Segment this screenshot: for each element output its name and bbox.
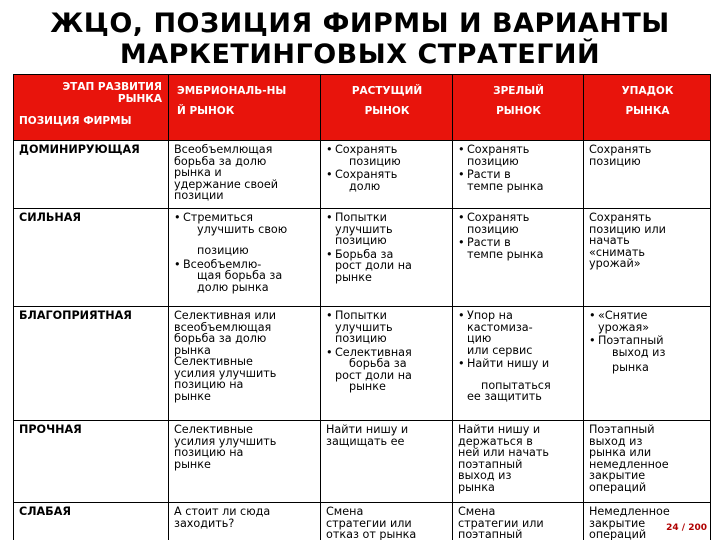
row-label-weak: СЛАБАЯ <box>14 503 169 540</box>
cell-line: закрытие <box>589 469 646 482</box>
cell-line: заходить? <box>174 516 235 530</box>
cell-line: Сохранять <box>589 143 652 156</box>
bullet-item <box>326 144 448 167</box>
cell-line: выход из <box>458 469 512 482</box>
cell-line: всеобъемлющая <box>174 320 272 334</box>
bullet-dot-icon: • <box>458 168 465 181</box>
cell-line: позицию <box>589 154 641 168</box>
bullet-item <box>458 212 579 235</box>
cell-line: Стремиться <box>183 211 254 224</box>
cell-line: Сохранять <box>467 211 530 224</box>
header-decline-line-2: РЫНКА <box>625 105 670 117</box>
cell-line: защищать ее <box>326 434 405 448</box>
cell-line: Попытки <box>335 309 387 322</box>
bullet-dot-icon: • <box>589 309 596 322</box>
cell-favorable-decline <box>584 307 711 421</box>
bullet-dot-icon: • <box>174 211 181 224</box>
cell-weak-growing <box>321 503 453 540</box>
bullet-dot-icon: • <box>589 334 596 347</box>
cell-line: «снимать <box>589 245 645 259</box>
bullet-dot-icon: • <box>458 211 465 224</box>
cell-line: долю <box>349 179 381 193</box>
cell-line: «Снятие <box>598 309 648 322</box>
line-gap <box>467 370 579 380</box>
cell-line: операций <box>589 480 647 494</box>
cell-line: рынке <box>335 270 372 284</box>
bullet-item <box>589 310 706 333</box>
cell-line: кастомиза- <box>467 320 533 334</box>
cell-line: удержание своей <box>174 177 279 191</box>
cell-strong-decline <box>584 209 711 307</box>
cell-line: урожая» <box>598 320 650 334</box>
cell-line: рынка <box>612 361 649 374</box>
header-embryonic-line-1: ЭМБРИОНАЛЬ-НЫ <box>177 85 287 97</box>
cell-line: Упор на <box>467 309 513 322</box>
cell-tenable-decline <box>584 421 711 503</box>
cell-tenable-mature <box>453 421 584 503</box>
cell-weak-embryonic <box>169 503 321 540</box>
cell-line: ее защитить <box>467 390 542 403</box>
cell-favorable-embryonic <box>169 307 321 421</box>
cell-line: Селективные <box>174 355 253 368</box>
cell-strong-growing <box>321 209 453 307</box>
bullet-dot-icon: • <box>458 143 465 156</box>
cell-line: или сервис <box>467 343 533 357</box>
cell-line: Поэтапный <box>589 423 655 436</box>
cell-line: цию <box>467 332 492 345</box>
slide-title <box>0 8 720 70</box>
cell-line: позицию <box>467 154 519 168</box>
bullet-dot-icon: • <box>326 168 333 181</box>
table-row-dominant <box>14 141 711 209</box>
cell-line: урожай» <box>589 257 641 270</box>
bullet-dot-icon: • <box>326 211 333 224</box>
bullet-item <box>326 347 448 393</box>
cell-strong-embryonic <box>169 209 321 307</box>
cell-line: Расти в <box>467 168 511 181</box>
header-embryonic-line-2: Й РЫНОК <box>177 105 235 117</box>
cell-line: улучшить свою <box>197 222 288 236</box>
cell-line: позицию <box>197 244 249 257</box>
cell-weak-mature <box>453 503 584 540</box>
cell-line: выход из <box>589 434 643 448</box>
cell-line: борьба за <box>349 357 407 370</box>
title-line-1: ЖЦО, ПОЗИЦИЯ ФИРМЫ И ВАРИАНТЫ <box>50 8 670 39</box>
cell-line: Найти нишу и <box>326 423 409 436</box>
cell-line: темпе рынка <box>467 247 544 261</box>
cell-tenable-growing <box>321 421 453 503</box>
cell-line: рынка и <box>174 166 222 179</box>
cell-line: Сохранять <box>335 168 398 181</box>
bullet-item <box>326 212 448 247</box>
cell-line: операций <box>589 528 647 540</box>
row-label-strong: СИЛЬНАЯ <box>14 209 169 307</box>
cell-line: Селективная или <box>174 309 277 322</box>
cell-line: Немедленное <box>589 505 670 518</box>
cell-line: поэтапный <box>458 528 523 540</box>
cell-line: Сохранять <box>467 143 530 156</box>
cell-line: Сохранять <box>589 211 652 224</box>
cell-line: усилия улучшить <box>174 434 277 448</box>
cell-dominant-embryonic <box>169 141 321 209</box>
cell-line: позицию на <box>174 378 244 391</box>
cell-line: выход из <box>612 345 666 359</box>
cell-line: улучшить <box>335 222 393 236</box>
header-decline-line-1: УПАДОК <box>621 85 674 97</box>
bullet-dot-icon: • <box>458 357 465 370</box>
cell-line: Смена <box>458 505 496 518</box>
cell-line: закрытие <box>589 516 646 530</box>
bullet-dot-icon: • <box>326 143 333 156</box>
bullet-item <box>326 249 448 284</box>
cell-line: Расти в <box>467 236 511 249</box>
cell-line: борьба за долю <box>174 332 267 345</box>
bullet-dot-icon: • <box>458 309 465 322</box>
bullet-item <box>326 169 448 192</box>
cell-line: попытаться <box>481 378 551 392</box>
bullet-dot-icon: • <box>326 309 333 322</box>
cell-line: стратегии или <box>458 516 544 530</box>
cell-line: Попытки <box>335 211 387 224</box>
row-label-favorable: БЛАГОПРИЯТНАЯ <box>14 307 169 421</box>
cell-line: рынка или <box>589 446 652 459</box>
cell-line: рынке <box>349 380 386 393</box>
cell-dominant-decline <box>584 141 711 209</box>
bullet-item <box>174 212 316 257</box>
header-growing-line-1: РАСТУЩИЙ <box>351 85 423 97</box>
cell-line: рост доли на <box>335 259 412 272</box>
header-mature-line-1: ЗРЕЛЫЙ <box>493 85 544 97</box>
stage-label-line-1: ЭТАП РАЗВИТИЯ <box>62 81 162 93</box>
cell-line: позиции <box>174 189 224 202</box>
bullet-item <box>458 169 579 192</box>
header-growing-line-2: РЫНОК <box>364 105 410 117</box>
cell-weak-decline <box>584 503 711 540</box>
header-growing <box>321 75 453 141</box>
header-embryonic <box>169 75 321 141</box>
cell-favorable-growing <box>321 307 453 421</box>
header-decline <box>584 75 711 141</box>
cell-line: ней или начать <box>458 446 550 459</box>
cell-line: позицию на <box>174 446 244 459</box>
bullet-dot-icon: • <box>174 257 181 271</box>
cell-line: рынка <box>458 480 495 494</box>
cell-line: позицию <box>467 222 519 236</box>
cell-line: борьба за долю <box>174 154 267 168</box>
cell-line: рынке <box>174 389 211 403</box>
cell-line: позицию или <box>589 222 666 236</box>
cell-line: стратегии или <box>326 516 412 530</box>
bullet-item <box>458 310 579 356</box>
bullet-item <box>174 259 316 294</box>
bullet-dot-icon: • <box>326 345 333 359</box>
bullet-item <box>326 310 448 345</box>
stage-label-line-2: РЫНКА <box>117 93 162 105</box>
cell-line: Борьба за <box>335 247 394 261</box>
header-mature <box>453 75 584 141</box>
cell-line: Селективные <box>174 423 253 436</box>
cell-line: держаться в <box>458 434 533 448</box>
cell-line: Сохранять <box>335 143 398 156</box>
bullet-item <box>458 358 579 403</box>
row-label-dominant: ДОМИНИРУЮЩАЯ <box>14 141 169 209</box>
cell-dominant-mature <box>453 141 584 209</box>
cell-line: позицию <box>335 234 387 247</box>
cell-line: Всеобъемлющая <box>174 143 273 156</box>
cell-line: щая борьба за <box>197 269 283 282</box>
cell-line: Всеобъемлю- <box>183 257 262 271</box>
cell-line: усилия улучшить <box>174 366 277 380</box>
cell-line: А стоит ли сюда <box>174 505 271 518</box>
position-label: ПОЗИЦИЯ ФИРМЫ <box>19 115 132 127</box>
table-row-weak <box>14 503 711 540</box>
header-corner-cell <box>14 75 169 141</box>
cell-line: темпе рынка <box>467 179 544 193</box>
title-line-2: МАРКЕТИНГОВЫХ СТРАТЕГИЙ <box>119 39 601 70</box>
cell-line: Найти нишу и <box>467 357 550 370</box>
cell-line: рост доли на <box>335 368 412 382</box>
table-header-row <box>14 75 711 141</box>
bullet-item <box>589 335 706 374</box>
cell-line: Поэтапный <box>598 334 664 347</box>
cell-line: немедленное <box>589 457 669 471</box>
cell-line: отказ от рынка <box>326 528 417 540</box>
header-mature-line-2: РЫНОК <box>496 105 541 117</box>
cell-line: поэтапный <box>458 457 523 471</box>
cell-line: позицию <box>335 332 387 345</box>
cell-line: рынке <box>174 457 211 471</box>
cell-line: улучшить <box>335 320 393 334</box>
cell-dominant-growing <box>321 141 453 209</box>
table-row-strong <box>14 209 711 307</box>
strategy-table <box>13 74 711 540</box>
cell-line: начать <box>589 234 630 247</box>
cell-line: долю рынка <box>197 280 269 294</box>
bullet-item <box>458 237 579 260</box>
cell-favorable-mature <box>453 307 584 421</box>
cell-strong-mature <box>453 209 584 307</box>
page-number: 24 / 200 <box>666 523 707 533</box>
cell-line: Найти нишу и <box>458 423 541 436</box>
table-row-favorable <box>14 307 711 421</box>
bullet-item <box>458 144 579 167</box>
cell-line: позицию <box>349 154 401 168</box>
cell-line: рынка <box>174 343 211 357</box>
bullet-dot-icon: • <box>458 236 465 249</box>
row-label-tenable: ПРОЧНАЯ <box>14 421 169 503</box>
cell-line: Смена <box>326 505 364 518</box>
cell-tenable-embryonic <box>169 421 321 503</box>
bullet-dot-icon: • <box>326 247 333 261</box>
cell-line: Селективная <box>335 345 412 359</box>
table-row-tenable <box>14 421 711 503</box>
